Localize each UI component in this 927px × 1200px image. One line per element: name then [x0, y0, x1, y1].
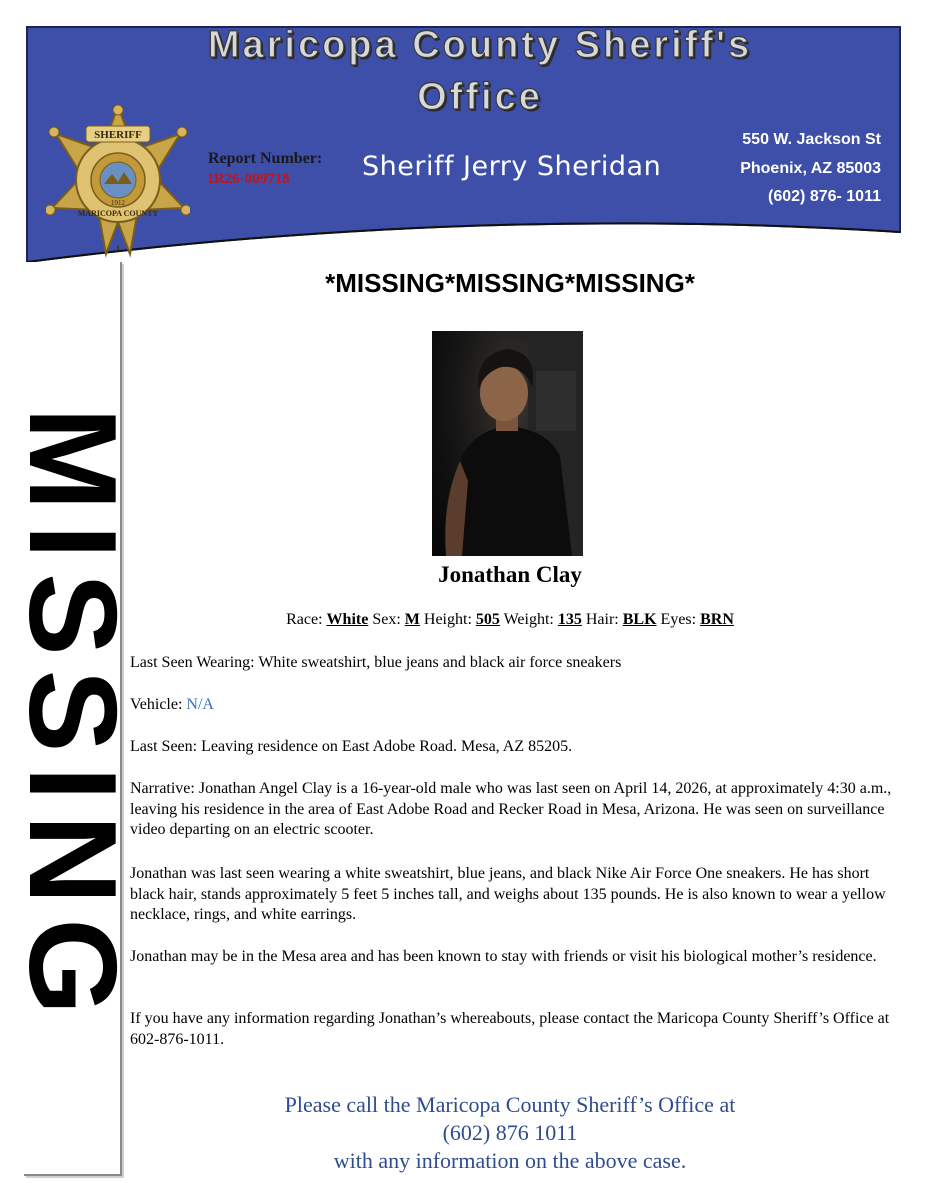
eyes-value: BRN [700, 611, 734, 628]
footer-line-1: Please call the Maricopa County Sheriff’s Office at [284, 1092, 736, 1117]
vehicle-label: Vehicle: [130, 696, 183, 713]
badge-top-text: SHERIFF [94, 129, 142, 141]
address-street: 550 W. Jackson St [742, 131, 881, 148]
last-seen-label: Last Seen: [130, 738, 198, 755]
footer-line-3: with any information on the above case. [333, 1148, 687, 1173]
wearing-value: White sweatshirt, blue jeans and black air force sneakers [258, 654, 622, 671]
last-seen-value: Leaving residence on East Adobe Road. Mesa, AZ 85205. [201, 738, 573, 755]
hair-label: Hair: [585, 611, 619, 628]
weight-label: Weight: [503, 611, 554, 628]
report-number-label: Report Number: [208, 150, 323, 167]
sex-value: M [404, 611, 420, 628]
height-value: 505 [475, 611, 500, 628]
narrative-paragraph-1: Narrative: Jonathan Angel Clay is a 16-year-old male who was last seen on April 14, 2026, at approximately 4:30 a.m., leaving his residence in the area of East Adobe Road and Recker Road in Mesa, Arizona. He was seen on surveillance video departing on an electric scooter. [130, 780, 892, 838]
eyes-label: Eyes: [660, 611, 697, 628]
badge-year: 1912 [111, 199, 125, 207]
wearing-label: Last Seen Wearing: [130, 654, 255, 671]
address-phone: (602) 876- 1011 [768, 188, 881, 205]
sheriff-name: Sheriff Jerry Sheridan [362, 151, 662, 182]
physical-descriptors [130, 611, 890, 629]
last-seen-wearing [130, 653, 900, 674]
weight-value: 135 [557, 611, 582, 628]
narrative-paragraph-2: Jonathan was last seen wearing a white sweatshirt, blue jeans, and black Nike Air Force One sneakers. He has short black hair, stands approximately 5 feet 5 inches tall, and weighs about 135 pounds. He is also known to wear a yellow necklace, rings, and white earrings. [130, 865, 886, 923]
last-seen [130, 737, 900, 758]
race-value: White [326, 611, 369, 628]
vehicle [130, 695, 900, 716]
narrative-paragraph-4: If you have any information regarding Jonathan’s whereabouts, please contact the Maricopa County Sheriff’s Office at 602-876-1011. [130, 1010, 890, 1048]
agency-title-line1: Maricopa County Sheriff's [207, 24, 753, 66]
sheriff-badge-icon [46, 104, 190, 264]
missing-heading: *MISSING*MISSING*MISSING* [325, 268, 695, 298]
narrative-paragraph-3: Jonathan may be in the Mesa area and has been known to stay with friends or visit his biological mother’s residence. [130, 948, 877, 965]
sex-label: Sex: [372, 611, 401, 628]
footer-phone: (602) 876 1011 [442, 1120, 578, 1145]
vehicle-value: N/A [186, 696, 214, 713]
hair-value: BLK [622, 611, 657, 628]
missing-person-photo [432, 331, 583, 556]
height-label: Height: [423, 611, 472, 628]
badge-bottom-text: MARICOPA COUNTY [77, 209, 159, 218]
missing-vertical-text: MISSING [3, 407, 141, 1029]
person-name: Jonathan Clay [438, 562, 582, 587]
badge-number: 1 [115, 244, 121, 254]
missing-side-banner [3, 262, 141, 1176]
address-city: Phoenix, AZ 85003 [740, 160, 881, 177]
agency-title-line2: Office [417, 76, 543, 118]
race-label: Race: [286, 611, 323, 628]
report-number-value: IR26-009718 [208, 171, 290, 187]
